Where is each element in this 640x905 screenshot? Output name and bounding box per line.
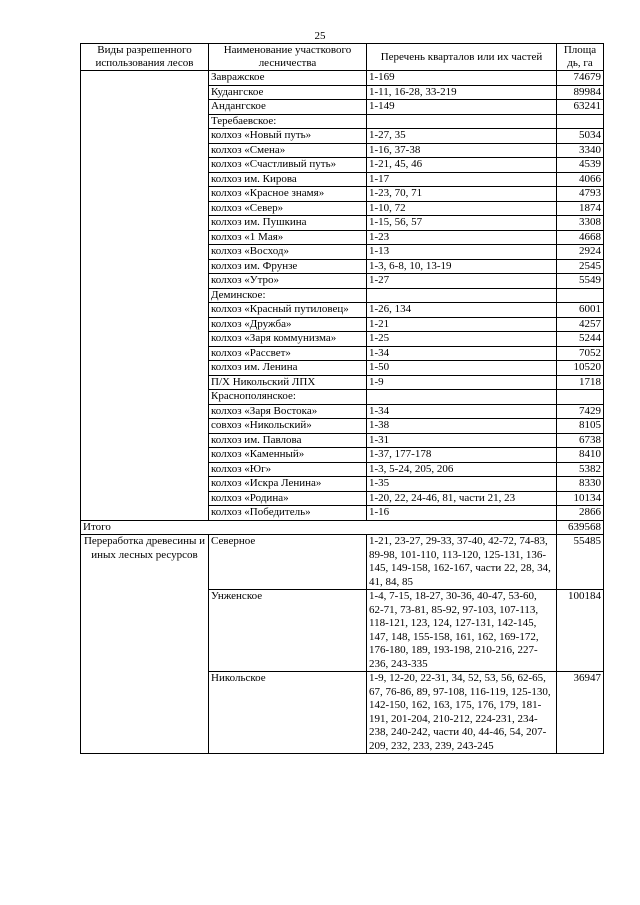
forestry-name-cell: колхоз «Родина» (209, 491, 367, 506)
quarters-cell: 1-27, 35 (367, 129, 557, 144)
area-cell: 5034 (557, 129, 604, 144)
use-type-cell-empty (81, 71, 209, 521)
forestry-name-cell: колхоз «Счастливый путь» (209, 158, 367, 173)
quarters-cell: 1-35 (367, 477, 557, 492)
area-cell: 7052 (557, 346, 604, 361)
forestry-name-cell: Деминское: (209, 288, 367, 303)
area-cell: 4793 (557, 187, 604, 202)
forestry-name-cell: колхоз им. Фрунзе (209, 259, 367, 274)
forestry-name-cell: Унженское (209, 590, 367, 672)
area-cell: 7429 (557, 404, 604, 419)
area-cell: 55485 (557, 535, 604, 590)
forestry-name-cell: колхоз «1 Мая» (209, 230, 367, 245)
area-cell (557, 114, 604, 129)
quarters-cell: 1-11, 16-28, 33-219 (367, 85, 557, 100)
quarters-cell: 1-13 (367, 245, 557, 260)
forestry-name-cell: Кудангское (209, 85, 367, 100)
forestry-name-cell: Андангское (209, 100, 367, 115)
table-row (81, 535, 604, 590)
forestry-name-cell: Краснополянское: (209, 390, 367, 405)
area-cell: 10520 (557, 361, 604, 376)
quarters-cell: 1-26, 134 (367, 303, 557, 318)
area-cell: 5549 (557, 274, 604, 289)
area-cell: 89984 (557, 85, 604, 100)
quarters-cell: 1-9 (367, 375, 557, 390)
use-type-cell: Переработка древесины и иных лесных ресурсов (81, 535, 209, 754)
quarters-cell: 1-9, 12-20, 22-31, 34, 52, 53, 56, 62-65, 67, 76-86, 89, 97-108, 116-119, 125-130, 142-150, 162, 163, 175, 176, 179, 181-191, 201-204, 210-212, 224-231, 234-238, 240-242, части 40, 44-46, 54, 207-209, 232, 233, 239, 243-245 (367, 672, 557, 754)
area-cell: 4066 (557, 172, 604, 187)
table-row (81, 71, 604, 86)
area-cell: 4539 (557, 158, 604, 173)
quarters-cell: 1-34 (367, 404, 557, 419)
forestry-name-cell: колхоз «Красное знамя» (209, 187, 367, 202)
area-cell: 10134 (557, 491, 604, 506)
forestry-name-cell: колхоз «Дружба» (209, 317, 367, 332)
forestry-name-cell: колхоз «Смена» (209, 143, 367, 158)
area-cell: 1874 (557, 201, 604, 216)
quarters-cell: 1-16, 37-38 (367, 143, 557, 158)
area-cell: 5382 (557, 462, 604, 477)
forestry-name-cell: совхоз «Никольский» (209, 419, 367, 434)
forestry-name-cell: колхоз «Восход» (209, 245, 367, 260)
forestry-name-cell: колхоз «Север» (209, 201, 367, 216)
quarters-cell: 1-10, 72 (367, 201, 557, 216)
quarters-cell: 1-3, 6-8, 10, 13-19 (367, 259, 557, 274)
area-cell: 2924 (557, 245, 604, 260)
forestry-name-cell: колхоз им. Ленина (209, 361, 367, 376)
area-cell: 4257 (557, 317, 604, 332)
quarters-cell: 1-50 (367, 361, 557, 376)
forestry-name-cell: колхоз «Рассвет» (209, 346, 367, 361)
forestry-name-cell: Теребаевское: (209, 114, 367, 129)
quarters-cell: 1-149 (367, 100, 557, 115)
quarters-cell: 1-23, 70, 71 (367, 187, 557, 202)
column-header-quarters: Перечень кварталов или их частей (367, 44, 557, 71)
area-cell (557, 288, 604, 303)
total-area: 639568 (557, 520, 604, 535)
area-cell: 8410 (557, 448, 604, 463)
area-cell: 36947 (557, 672, 604, 754)
quarters-cell: 1-27 (367, 274, 557, 289)
quarters-cell: 1-25 (367, 332, 557, 347)
quarters-cell: 1-23 (367, 230, 557, 245)
quarters-cell: 1-21, 23-27, 29-33, 37-40, 42-72, 74-83, 89-98, 101-110, 113-120, 125-131, 136-145, 149-158, 162-167, части 22, 28, 34, 41, 84, 85 (367, 535, 557, 590)
forestry-name-cell: колхоз им. Пушкина (209, 216, 367, 231)
quarters-cell: 1-21 (367, 317, 557, 332)
quarters-cell (367, 288, 557, 303)
quarters-cell: 1-38 (367, 419, 557, 434)
forestry-name-cell: колхоз «Искра Ленина» (209, 477, 367, 492)
quarters-cell (367, 114, 557, 129)
area-cell: 2545 (557, 259, 604, 274)
forestry-name-cell: колхоз им. Павлова (209, 433, 367, 448)
column-header-forestry-name: Наименование участкового лесничества (209, 44, 367, 71)
column-header-use-type: Виды разрешенного использования лесов (81, 44, 209, 71)
forestry-name-cell: П/Х Никольский ЛПХ (209, 375, 367, 390)
page-number: 25 (314, 30, 326, 42)
area-cell: 6001 (557, 303, 604, 318)
forestry-name-cell: колхоз «Красный путиловец» (209, 303, 367, 318)
forestry-name-cell: колхоз «Новый путь» (209, 129, 367, 144)
quarters-cell (367, 390, 557, 405)
table-body (81, 71, 604, 754)
area-cell: 3308 (557, 216, 604, 231)
area-cell: 8330 (557, 477, 604, 492)
total-row (81, 520, 604, 535)
forestry-name-cell: колхоз «Заря коммунизма» (209, 332, 367, 347)
quarters-cell: 1-20, 22, 24-46, 81, части 21, 23 (367, 491, 557, 506)
quarters-cell: 1-31 (367, 433, 557, 448)
quarters-cell: 1-169 (367, 71, 557, 86)
forestry-name-cell: колхоз «Каменный» (209, 448, 367, 463)
quarters-cell: 1-17 (367, 172, 557, 187)
forest-use-table (80, 43, 604, 754)
quarters-cell: 1-34 (367, 346, 557, 361)
forestry-name-cell: Никольское (209, 672, 367, 754)
forestry-name-cell: Северное (209, 535, 367, 590)
area-cell (557, 390, 604, 405)
forestry-name-cell: колхоз «Утро» (209, 274, 367, 289)
area-cell: 1718 (557, 375, 604, 390)
area-cell: 5244 (557, 332, 604, 347)
forestry-name-cell: колхоз «Юг» (209, 462, 367, 477)
quarters-cell: 1-37, 177-178 (367, 448, 557, 463)
forestry-name-cell: Завражское (209, 71, 367, 86)
area-cell: 100184 (557, 590, 604, 672)
area-cell: 3340 (557, 143, 604, 158)
quarters-cell: 1-15, 56, 57 (367, 216, 557, 231)
total-label: Итого (81, 520, 557, 535)
table-header-row (81, 44, 604, 71)
area-cell: 4668 (557, 230, 604, 245)
forestry-name-cell: колхоз им. Кирова (209, 172, 367, 187)
quarters-cell: 1-3, 5-24, 205, 206 (367, 462, 557, 477)
quarters-cell: 1-16 (367, 506, 557, 521)
area-cell: 8105 (557, 419, 604, 434)
forestry-name-cell: колхоз «Победитель» (209, 506, 367, 521)
forestry-name-cell: колхоз «Заря Востока» (209, 404, 367, 419)
quarters-cell: 1-21, 45, 46 (367, 158, 557, 173)
area-cell: 63241 (557, 100, 604, 115)
area-cell: 74679 (557, 71, 604, 86)
quarters-cell: 1-4, 7-15, 18-27, 30-36, 40-47, 53-60, 62-71, 73-81, 85-92, 97-103, 107-113, 118-121, 123, 124, 127-131, 142-145, 147, 148, 155-158, 161, 162, 169-172, 176-180, 189, 193-198, 210-216, 227-236, 243-335 (367, 590, 557, 672)
area-cell: 2866 (557, 506, 604, 521)
column-header-area: Площа дь, га (557, 44, 604, 71)
area-cell: 6738 (557, 433, 604, 448)
